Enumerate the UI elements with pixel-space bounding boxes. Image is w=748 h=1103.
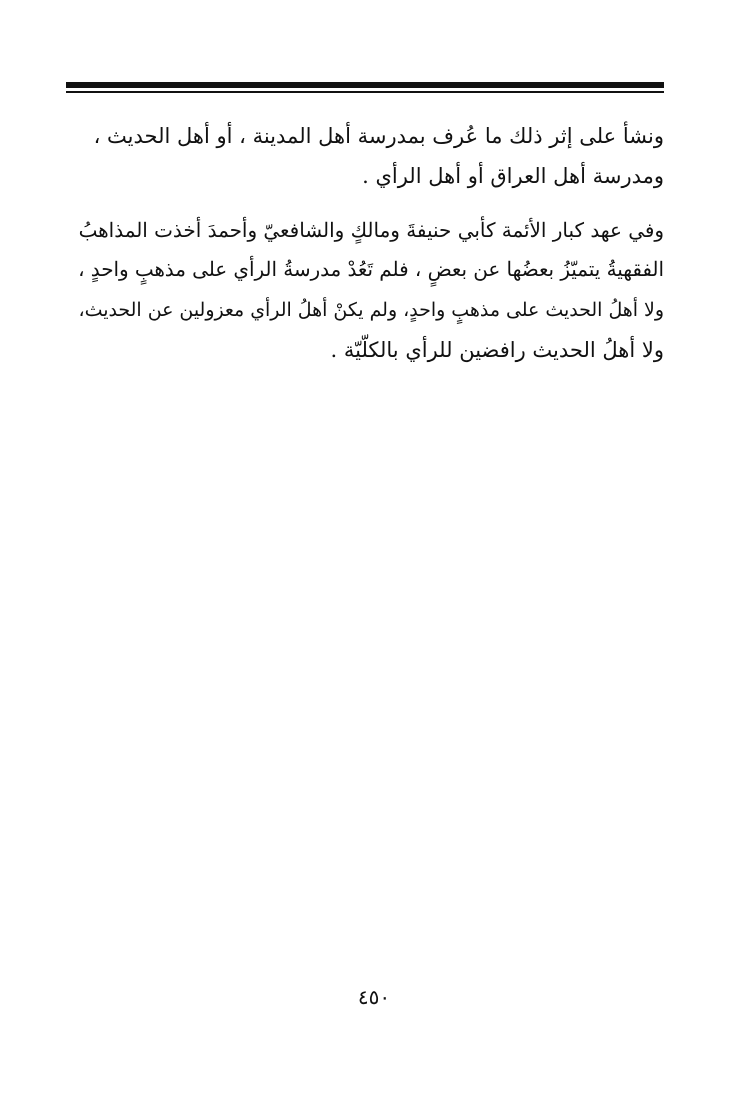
- paragraph-1: [66, 116, 664, 196]
- text-line: ولا أهلُ الحديث على مذهبٍ واحدٍ، ولم يكنْ أهلُ الرأي معزولين عن الحديث،: [78, 299, 664, 321]
- paragraph-2: [66, 210, 664, 370]
- text-line: ولا أهلُ الحديث رافضين للرأي بالكلّيّة .: [330, 338, 664, 362]
- text-line: الفقهيةُ يتميّزُ بعضُها عن بعضٍ ، فلم تَعُدْ مدرسةُ الرأي على مذهبٍ واحدٍ ،: [78, 258, 664, 281]
- page-number: ٤٥٠: [357, 985, 391, 1009]
- header-rule-thick: [66, 82, 664, 88]
- text-line: ومدرسة أهل العراق أو أهل الرأي .: [362, 164, 664, 188]
- text-line: ونشأ على إثر ذلك ما عُرف بمدرسة أهل المدينة ، أو أهل الحديث ،: [93, 124, 664, 148]
- text-line: وفي عهد كبار الأئمة كأبي حنيفةَ ومالكٍ والشافعيّ وأحمدَ أخذت المذاهبُ: [78, 218, 664, 242]
- header-rule-thin: [66, 91, 664, 93]
- body-text: [66, 116, 664, 370]
